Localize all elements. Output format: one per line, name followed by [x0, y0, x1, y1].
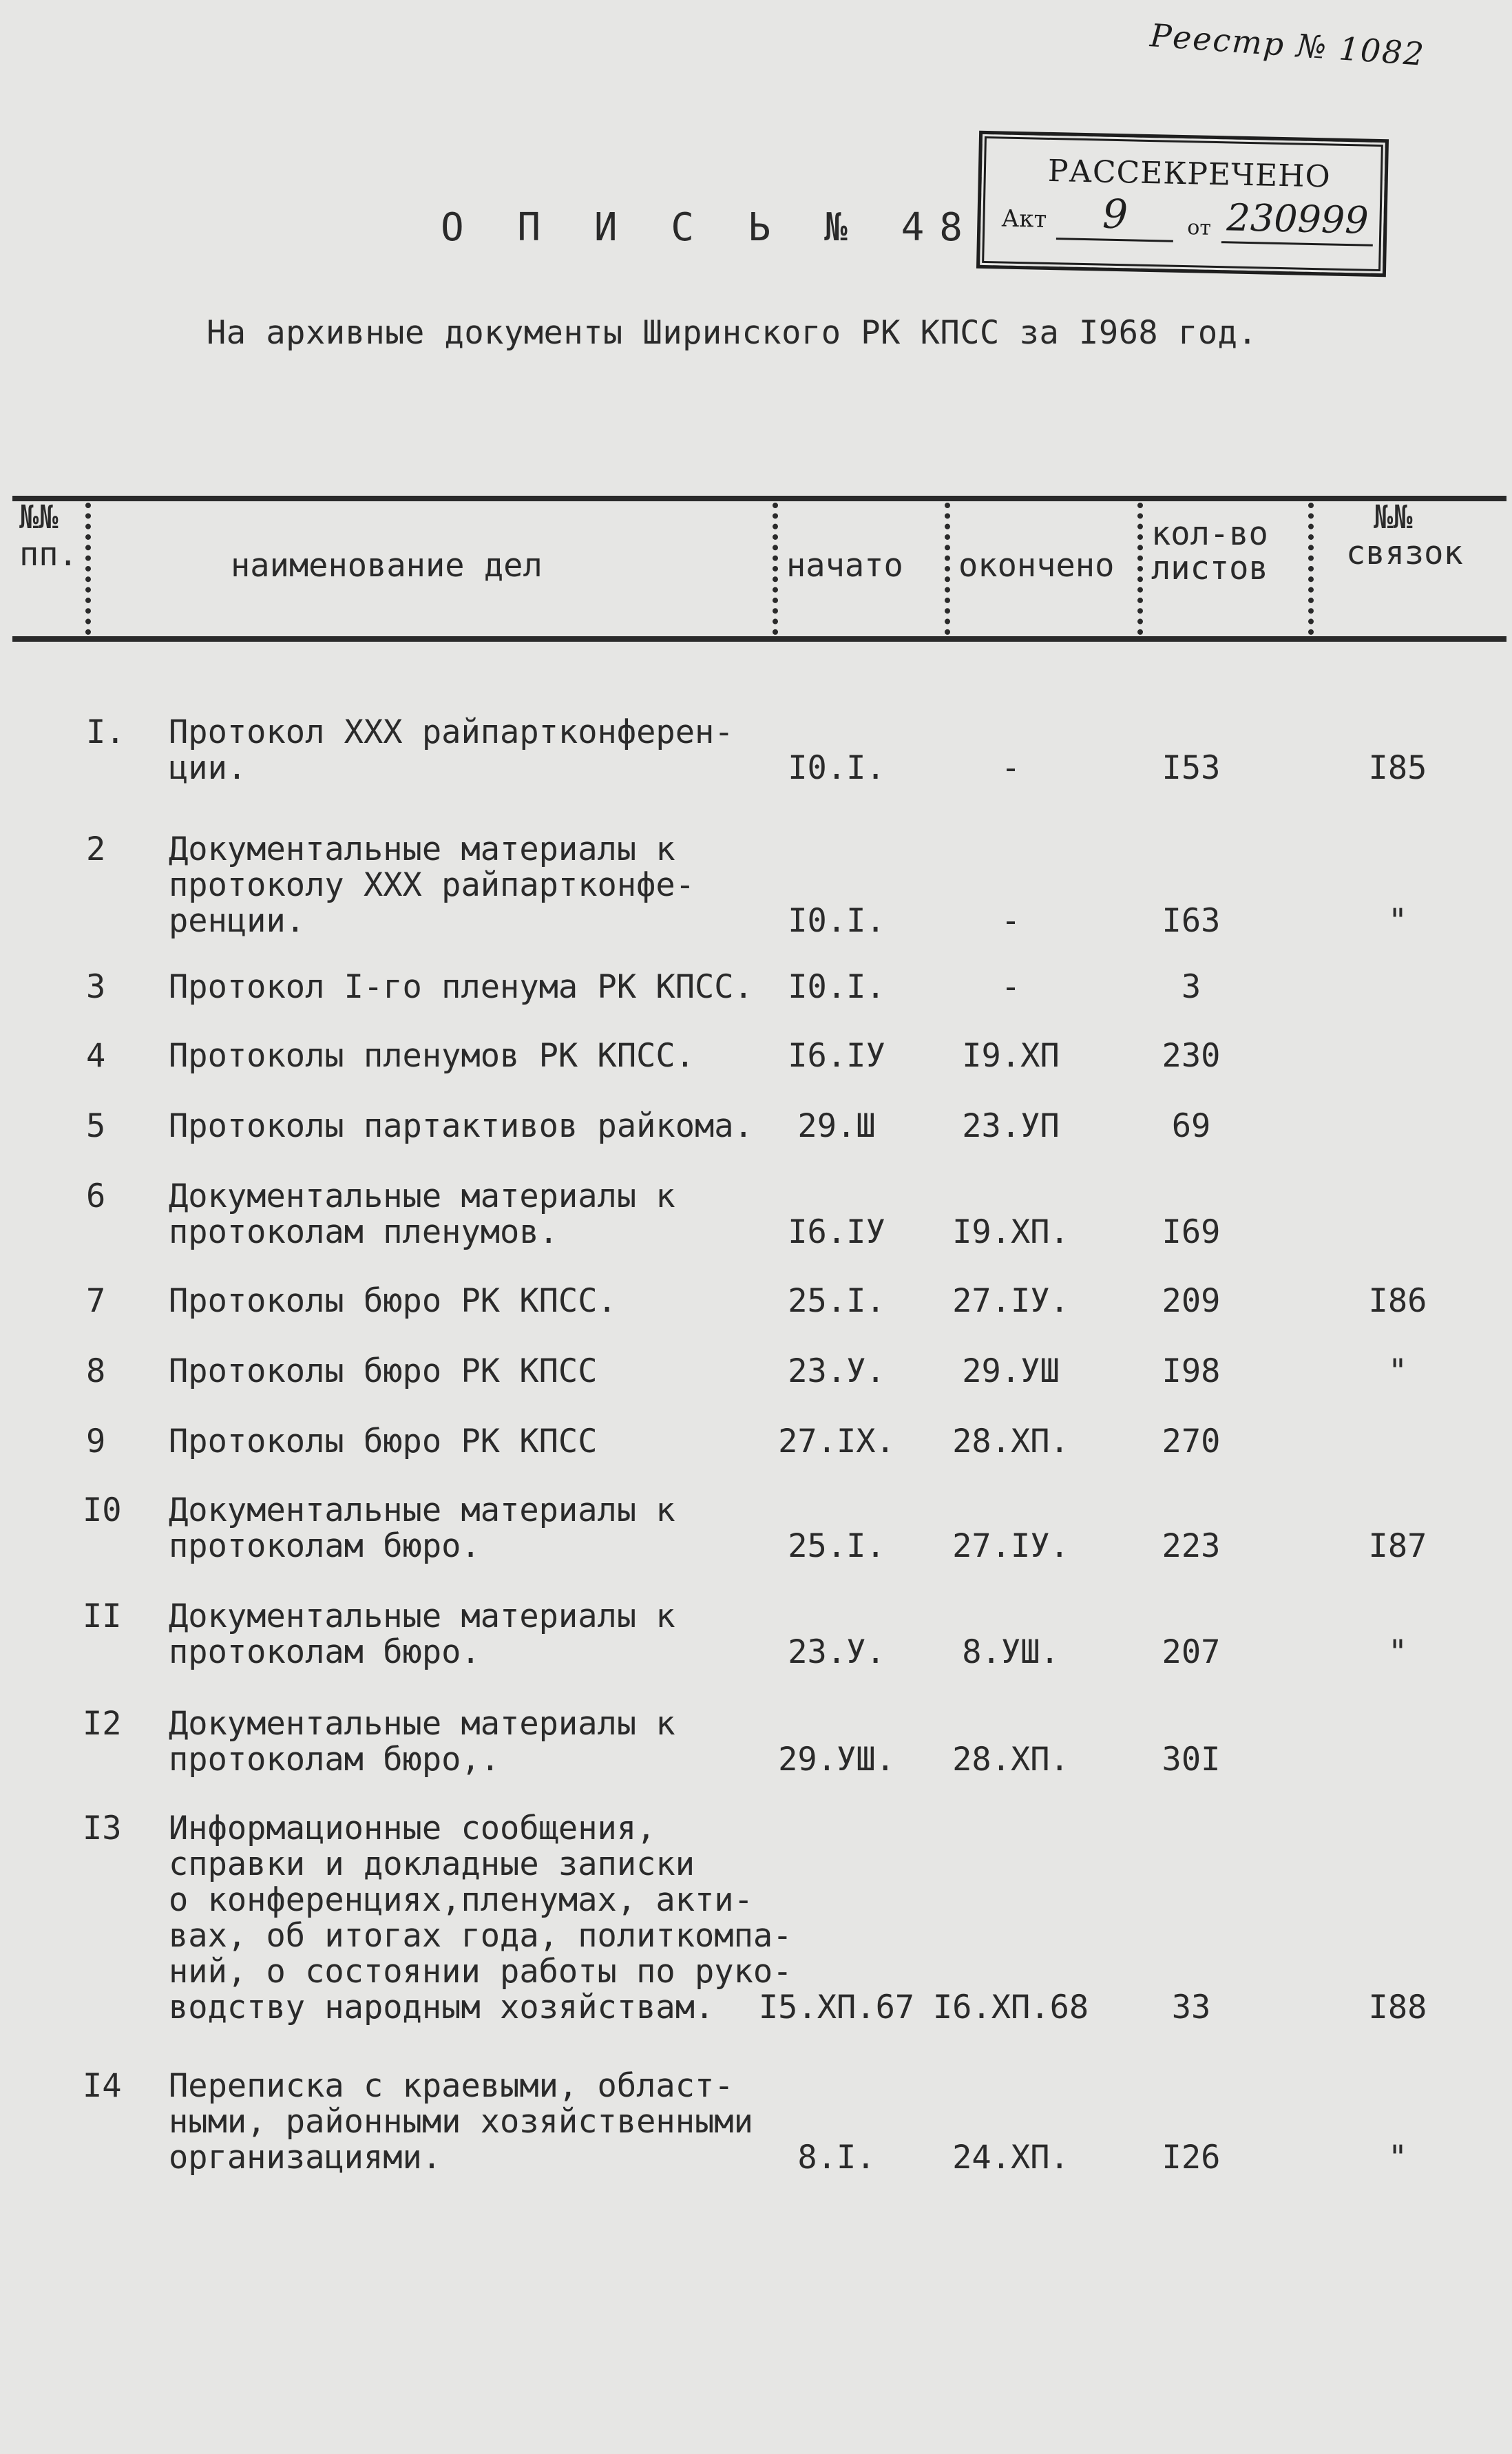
row-title-line: ции.	[169, 749, 247, 787]
row-sheet-count: 207	[1162, 1633, 1221, 1671]
row-start-date: I0.I.	[788, 902, 885, 940]
row-number: 7	[86, 1282, 106, 1320]
row-sheet-count: 33	[1171, 1989, 1211, 2026]
row-number: 9	[86, 1423, 106, 1460]
column-separator	[945, 503, 950, 635]
row-title	[169, 1811, 857, 2026]
column-separator	[1137, 503, 1143, 635]
row-title-line: протоколу XXX райпартконфе-	[169, 866, 695, 904]
row-title-line: ний, о состоянии работы по руко-	[169, 1953, 792, 1991]
row-start-date: 25.I.	[788, 1282, 885, 1320]
row-end-date: -	[1000, 902, 1021, 940]
row-start-date: 23.У.	[788, 1633, 885, 1671]
row-title-line: протоколам пленумов.	[169, 1213, 558, 1251]
stamp-akt-label: Акт	[1001, 204, 1047, 233]
table-top-rule	[12, 496, 1506, 501]
row-title-line: Документальные материалы к	[169, 1177, 675, 1215]
row-title-line: протоколам бюро.	[169, 1527, 481, 1565]
row-start-date: 29.УШ.	[778, 1741, 895, 1779]
row-number: 3	[86, 968, 106, 1006]
row-sheet-count: I63	[1162, 902, 1221, 940]
row-bundle-number: "	[1387, 1633, 1408, 1671]
row-title-line: Протоколы бюро РК КПСС.	[169, 1282, 617, 1320]
row-start-date: 8.I.	[797, 2139, 876, 2177]
column-separator	[85, 503, 91, 635]
row-title-line: Протоколы пленумов РК КПСС.	[169, 1037, 695, 1075]
row-title-line: вах, об итогах года, политкомпа-	[169, 1917, 792, 1955]
column-separator	[1308, 503, 1314, 635]
row-end-date: 24.ХП.	[952, 2139, 1069, 2177]
row-end-date: -	[1000, 968, 1021, 1006]
row-number: I3	[83, 1810, 122, 1847]
row-sheet-count: I98	[1162, 1352, 1221, 1390]
row-start-date: I0.I.	[788, 968, 885, 1006]
row-title	[169, 1283, 857, 1319]
header-start: начато	[786, 547, 903, 585]
declassified-stamp	[976, 131, 1389, 277]
row-bundle-number: I88	[1368, 1989, 1427, 2026]
row-end-date: I9.ХП.	[952, 1213, 1069, 1251]
row-end-date: 27.IУ.	[952, 1527, 1069, 1565]
row-title	[169, 969, 857, 1005]
row-bundle-number: I85	[1368, 749, 1427, 787]
row-number: I2	[83, 1705, 122, 1743]
row-number: I0	[83, 1491, 122, 1529]
row-title-line: справки и докладные записки	[169, 1845, 695, 1883]
row-sheet-count: 223	[1162, 1527, 1221, 1565]
column-separator	[773, 503, 778, 635]
row-start-date: 27.IX.	[778, 1423, 895, 1460]
row-sheet-count: 30I	[1162, 1741, 1221, 1779]
row-title-line: Документальные материалы к	[169, 830, 675, 868]
row-title-line: Протоколы партактивов райкома.	[169, 1107, 753, 1145]
row-bundle-number: "	[1387, 1352, 1408, 1390]
inventory-title: О П И С Ь № 48	[441, 205, 978, 250]
row-number: II	[83, 1597, 122, 1635]
row-number: 6	[86, 1177, 106, 1215]
row-bundle-number: "	[1387, 2139, 1408, 2177]
row-end-date: -	[1000, 749, 1021, 787]
row-title-line: Документальные материалы к	[169, 1705, 675, 1743]
row-start-date: I5.ХП.67	[758, 1989, 915, 2026]
row-number: I.	[86, 713, 125, 751]
row-start-date: I0.I.	[788, 749, 885, 787]
header-bundle-line1: №№	[1374, 499, 1413, 536]
row-start-date: I6.IУ	[788, 1037, 885, 1075]
table-bottom-rule	[12, 636, 1506, 642]
row-title	[169, 1706, 857, 1778]
row-title-line: протоколам бюро,.	[169, 1741, 501, 1779]
row-title-line: протоколам бюро.	[169, 1633, 481, 1671]
row-title-line: ными, районными хозяйственными	[169, 2103, 753, 2141]
row-end-date: 28.ХП.	[952, 1741, 1069, 1779]
row-title	[169, 1038, 857, 1074]
row-title	[169, 1424, 857, 1460]
row-title-line: ренции.	[169, 902, 306, 940]
row-title-line: Протоколы бюро РК КПСС	[169, 1423, 598, 1460]
header-name: наименование дел	[231, 547, 543, 585]
stamp-akt-number: 9	[1056, 189, 1174, 242]
row-number: 4	[86, 1037, 106, 1075]
row-title-line: Информационные сообщения,	[169, 1810, 656, 1847]
row-sheet-count: I53	[1162, 749, 1221, 787]
header-end: окончено	[958, 547, 1115, 585]
row-bundle-number: I86	[1368, 1282, 1427, 1320]
row-sheet-count: 3	[1181, 968, 1201, 1006]
row-title-line: организациями.	[169, 2139, 442, 2177]
row-sheet-count: 270	[1162, 1423, 1221, 1460]
row-end-date: 8.УШ.	[962, 1633, 1060, 1671]
row-title-line: Документальные материалы к	[169, 1597, 675, 1635]
row-title	[169, 1354, 857, 1389]
row-title	[169, 715, 857, 786]
stamp-title: РАССЕКРЕЧЕНО	[1047, 153, 1332, 195]
header-num-line2: пп.	[19, 536, 78, 574]
row-title-line: Документальные материалы к	[169, 1491, 675, 1529]
row-title	[169, 832, 857, 939]
stamp-date-prefix: от	[1186, 216, 1212, 240]
row-sheet-count: I69	[1162, 1213, 1221, 1251]
row-end-date: 29.УШ	[962, 1352, 1060, 1390]
row-title-line: Протокол XXX райпартконферен-	[169, 713, 734, 751]
header-num-line1: №№	[19, 499, 59, 536]
row-title	[169, 1109, 857, 1144]
row-number: 5	[86, 1107, 106, 1145]
row-end-date: I9.ХП	[962, 1037, 1060, 1075]
row-sheet-count: 230	[1162, 1037, 1221, 1075]
row-title	[169, 1493, 857, 1564]
row-start-date: 29.Ш	[797, 1107, 876, 1145]
row-end-date: 27.IУ.	[952, 1282, 1069, 1320]
row-number: 2	[86, 830, 106, 868]
handwritten-registry-note: Реестр № 1082	[1148, 17, 1427, 73]
row-title-line: Переписка с краевыми, област-	[169, 2067, 734, 2105]
row-end-date: I6.ХП.68	[932, 1989, 1089, 2026]
row-sheet-count: 69	[1171, 1107, 1211, 1145]
row-bundle-number: I87	[1368, 1527, 1427, 1565]
row-number: 8	[86, 1352, 106, 1390]
row-title	[169, 2068, 857, 2176]
header-sheets-line2: листов	[1151, 549, 1268, 587]
row-start-date: 23.У.	[788, 1352, 885, 1390]
row-end-date: 28.ХП.	[952, 1423, 1069, 1460]
inventory-subtitle: На архивные документы Ширинского РК КПСС за I968 год.	[207, 314, 1258, 352]
row-title-line: о конференциях,пленумах, акти-	[169, 1881, 753, 1919]
row-title-line: Протоколы бюро РК КПСС	[169, 1352, 598, 1390]
row-number: I4	[83, 2067, 122, 2105]
row-title	[169, 1599, 857, 1670]
stamp-date: 230999	[1221, 196, 1374, 247]
row-bundle-number: "	[1387, 902, 1408, 940]
row-title-line: Протокол I-го пленума РК КПСС.	[169, 968, 753, 1006]
row-title	[169, 1179, 857, 1250]
row-sheet-count: 209	[1162, 1282, 1221, 1320]
row-sheet-count: I26	[1162, 2139, 1221, 2177]
row-start-date: I6.IУ	[788, 1213, 885, 1251]
header-bundle-line2: связок	[1346, 534, 1463, 572]
row-title-line: водству народным хозяйствам.	[169, 1989, 715, 2026]
row-end-date: 23.УП	[962, 1107, 1060, 1145]
row-start-date: 25.I.	[788, 1527, 885, 1565]
header-sheets-line1: кол-во	[1151, 515, 1268, 553]
